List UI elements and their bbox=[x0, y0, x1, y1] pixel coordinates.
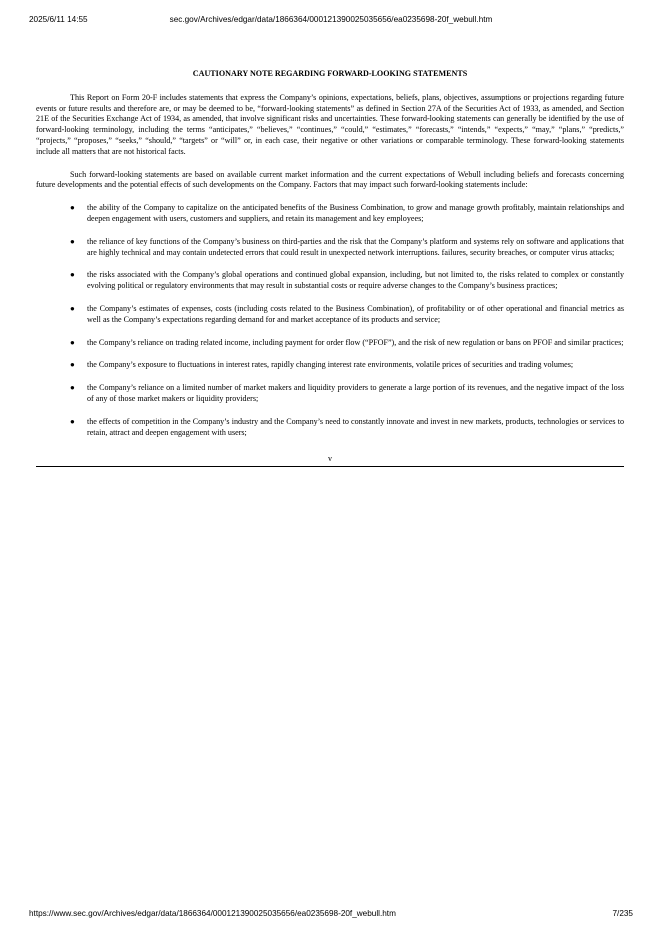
bullet-icon: ● bbox=[70, 416, 75, 426]
bullet-icon: ● bbox=[70, 236, 75, 246]
bullet-icon: ● bbox=[70, 383, 75, 393]
risk-factor-list bbox=[36, 203, 624, 438]
list-item-text: the Company’s estimates of expenses, costs (including costs related to the Business Combination), of profitability or of other operational and financial metrics as well as the Company’s expectations regarding demand for and market acceptance of its products and service; bbox=[87, 303, 624, 324]
factors-paragraph: Such forward-looking statements are based on available current market information and the current expectations of Webull including beliefs and forecasts concerning future developments and the potential effects of such developments on the Company. Factors that may impact such forward-looking statements include: bbox=[36, 169, 624, 190]
print-footer-url: https://www.sec.gov/Archives/edgar/data/1866364/000121390025035656/ea0235698-20f_webull.htm bbox=[29, 909, 396, 918]
document-body bbox=[36, 69, 624, 467]
list-item bbox=[36, 383, 624, 405]
list-item bbox=[36, 338, 624, 349]
list-item-text: the ability of the Company to capitalize on the anticipated benefits of the Business Combination, to grow and manage growth profitably, maintain relationships and deepen engagement with users, customers and suppliers, and retain its management and key employees; bbox=[87, 203, 624, 223]
list-item-text: the Company’s reliance on trading related income, including payment for order flow (“PFOF”), and the risk of new regulation or bans on PFOF and similar practices; bbox=[87, 337, 624, 347]
page-number: v bbox=[327, 454, 333, 464]
print-page-count: 7/235 bbox=[612, 909, 633, 918]
list-item-text: the Company’s exposure to fluctuations in interest rates, rapidly changing interest rate environments, volatile prices of securities and trading volumes; bbox=[87, 360, 574, 370]
bullet-icon: ● bbox=[70, 360, 75, 370]
list-item-text: the reliance of key functions of the Company’s business on third-parties and the risk that the Company’s platform and systems rely on software and applications that are highly technical and may contain undetected errors that could result in unexpected network interruptions. failures, security breaches, or computer virus attacks; bbox=[87, 236, 624, 257]
list-item-text: the risks associated with the Company’s global operations and continued global expansion, including, but not limited to, the risks related to complex or constantly evolving political or regulatory environments that may result in substantial costs or require adverse changes to the Company’s business practices; bbox=[87, 270, 624, 291]
list-item bbox=[36, 237, 624, 259]
list-item-text: the effects of competition in the Company’s industry and the Company’s need to constantly innovate and invest in new markets, products, technologies or services to retain, attract and deepen engagement with users; bbox=[87, 416, 624, 437]
print-page-url: sec.gov/Archives/edgar/data/1866364/000121390025035656/ea0235698-20f_webull.htm bbox=[169, 15, 493, 24]
page-divider bbox=[36, 466, 624, 467]
print-timestamp: 2025/6/11 14:55 bbox=[29, 15, 88, 24]
list-item bbox=[36, 203, 624, 225]
intro-paragraph: This Report on Form 20-F includes statements that express the Company’s opinions, expectations, beliefs, plans, objectives, assumptions or projections regarding future events or future results and therefore are, or may be deemed to be, “forward-looking statements” as defined in Section 27A of the Securities Act of 1933, as amended, and Section 21E of the Securities Exchange Act of 1934, as amended, that involve significant risks and uncertainties. These forward-looking statements can generally be identified by the use of forward-looking terminology, including the terms “anticipates,” “believes,” “continues,” “could,” “estimates,” “forecasts,” “intends,” “expects,” “may,” “plans,” “predicts,” “projects,” “proposes,” “seeks,” “should,” “targets” or “will” or, in each case, their negative or other variations or comparable terminology. These forward-looking statements include all matters that are not historical facts. bbox=[36, 92, 624, 156]
list-item-text: the Company’s reliance on a limited number of market makers and liquidity providers to generate a large portion of its revenues, and the negative impact of the loss of any of those market makers or liquidity providers; bbox=[87, 383, 624, 403]
bullet-icon: ● bbox=[70, 337, 75, 347]
list-item bbox=[36, 417, 624, 439]
bullet-icon: ● bbox=[70, 303, 75, 313]
list-item bbox=[36, 270, 624, 292]
section-title: CAUTIONARY NOTE REGARDING FORWARD-LOOKING STATEMENTS bbox=[192, 69, 468, 78]
list-item bbox=[36, 304, 624, 326]
bullet-icon: ● bbox=[70, 203, 75, 213]
list-item bbox=[36, 360, 624, 371]
bullet-icon: ● bbox=[70, 270, 75, 280]
